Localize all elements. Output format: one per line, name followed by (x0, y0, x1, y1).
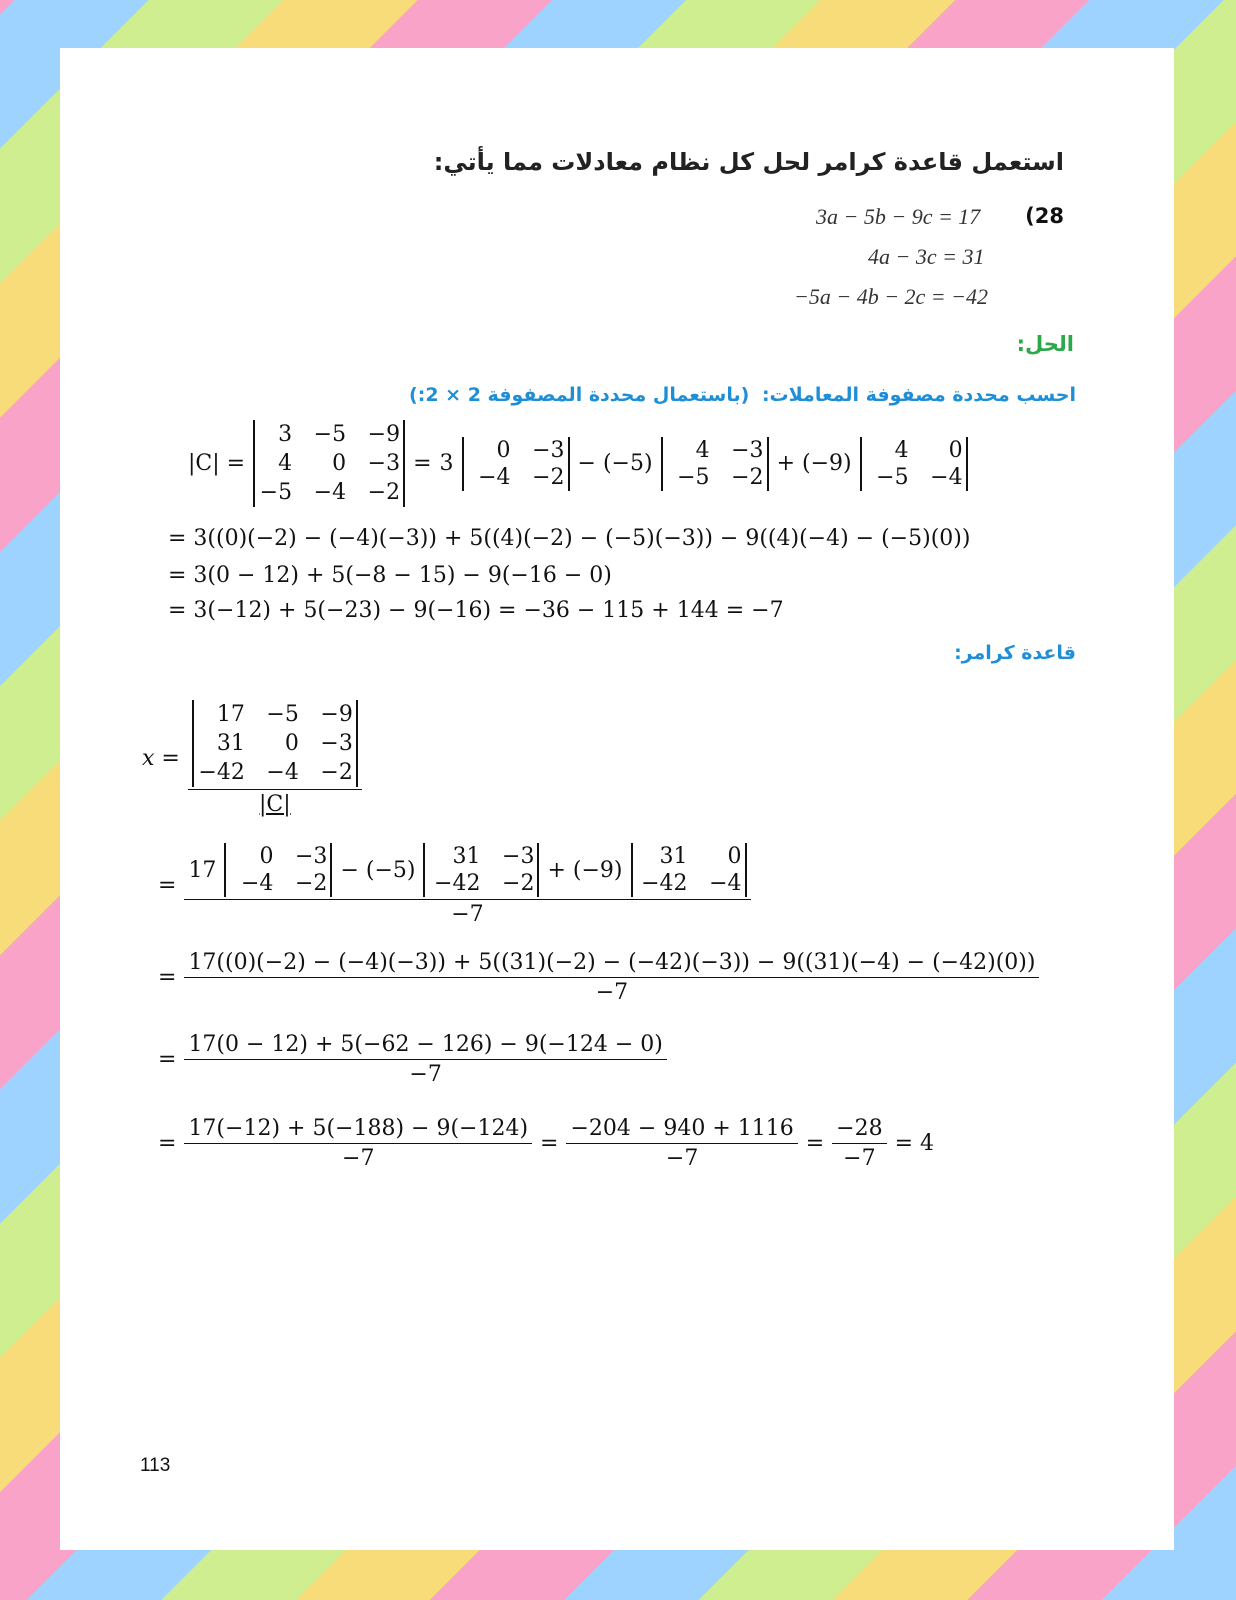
det-expansion: = 3((0)(−2) − (−4)(−3)) + 5((4)(−2) − (−5)(−3)) − 9((4)(−4) − (−5)(0)) (168, 526, 971, 551)
page-number: 113 (140, 1455, 171, 1476)
op-2: − (−5) (577, 451, 653, 476)
worksheet-page (60, 48, 1174, 1550)
matrix-entry: −5 (677, 464, 710, 490)
x-step2-fraction (184, 950, 1039, 1005)
x-matrix (192, 700, 358, 787)
coef-1: 3 (439, 451, 454, 476)
matrix-entry: −2 (367, 480, 401, 505)
problem-number: (28 (1025, 204, 1064, 228)
s2-numerator: 17((0)(−2) − (−4)(−3)) + 5((31)(−2) − (−42)(−3)) − 9((31)(−4) − (−42)(0)) (188, 950, 1036, 975)
matrix-entry: 0 (948, 437, 963, 463)
s3-denominator: −7 (184, 1059, 666, 1087)
matrix-entry: −9 (320, 702, 353, 727)
matrix-entry: −4 (930, 464, 963, 490)
s1-op3: + (−9) (547, 857, 623, 883)
matrix-entry: 0 (259, 844, 274, 869)
matrix-entry: −3 (731, 437, 764, 463)
matrix-entry: −42 (434, 871, 481, 896)
step1-note: (باستعمال محددة المصفوفة 2 × 2:) (409, 384, 750, 406)
s4-fraction-1: $\frac{17(-12) + 5(-188) - 9(-124)}{-7}$ (184, 1116, 532, 1171)
matrix-entry: 0 (496, 437, 511, 463)
det-eq-sign: = (413, 451, 432, 476)
s1-denominator: −7 (184, 899, 750, 927)
matrix-entry: −5 (259, 480, 293, 505)
x-step-2: = 17((0)(−2) − (−4)(−3)) + 5((31)(−2) − (−42)(−3)) − 9((31)(−4) − (−42)(0)) −7 (158, 950, 1039, 1005)
matrix-entry: −42 (641, 871, 688, 896)
s1-op2: − (−5) (340, 857, 416, 883)
matrix-entry: −5 (313, 422, 347, 447)
matrix-entry: 4 (278, 451, 293, 476)
s2-denominator: −7 (184, 977, 1039, 1005)
x-step-1: = 17 0 −3 −4 −2 − (−5) 31 −3 −42 −2 + (−9) 31 0 −42 −4 −7 (158, 843, 751, 927)
coefficient-matrix (253, 420, 405, 507)
s4-fraction-2: $\frac{-204 - 940 + 1116}{-7}$ (566, 1116, 797, 1171)
s4-fraction-3: $\frac{-28}{-7}$ (832, 1116, 886, 1171)
matrix-entry: −3 (367, 451, 401, 476)
matrix-entry: −2 (295, 871, 328, 896)
s1-minor-1 (224, 843, 332, 897)
matrix-entry: −3 (295, 844, 328, 869)
s3-numerator: 17(0 − 12) + 5(−62 − 126) − 9(−124 − 0) (188, 1032, 663, 1057)
matrix-entry: 3 (278, 422, 293, 447)
matrix-entry: −4 (709, 871, 742, 896)
x-formula (142, 700, 362, 817)
matrix-entry: 31 (659, 844, 688, 869)
matrix-entry: −4 (241, 871, 274, 896)
instruction-text: استعمل قاعدة كرامر لحل كل نظام معادلات مما يأتي: (433, 148, 1064, 176)
matrix-entry: −42 (198, 760, 245, 785)
matrix-entry: −3 (320, 731, 353, 756)
matrix-entry: 17 (216, 702, 245, 727)
equation-2: 4a − 3c = 31 (868, 244, 985, 269)
step1-label: احسب محددة مصفوفة المعاملات: (761, 384, 1076, 406)
equation-1: 3a − 5b − 9c = 17 (816, 204, 981, 229)
matrix-entry: −9 (367, 422, 401, 447)
matrix-entry: 31 (216, 731, 245, 756)
x-lhs: x = (142, 746, 180, 771)
matrix-entry: −2 (320, 760, 353, 785)
det-c-line (188, 420, 968, 507)
cramer-label: قاعدة كرامر: (954, 642, 1076, 664)
matrix-entry: −4 (478, 464, 511, 490)
matrix-entry: −3 (502, 844, 535, 869)
matrix-entry: 31 (452, 844, 481, 869)
x-result: = 4 (894, 1131, 935, 1156)
step1-heading (409, 384, 1076, 406)
x-denominator: |C| (188, 789, 362, 817)
solution-label: الحل: (1016, 332, 1074, 356)
det-result: = 3(−12) + 5(−23) − 9(−16) = −36 − 115 + 144 = −7 (168, 598, 784, 623)
det-simplify: = 3(0 − 12) + 5(−8 − 15) − 9(−16 − 0) (168, 563, 612, 588)
matrix-entry: 0 (284, 731, 299, 756)
minor-3 (860, 437, 968, 491)
s1-minor-3 (631, 843, 747, 897)
x-step1-fraction (184, 843, 750, 927)
x-step3-fraction (184, 1032, 666, 1087)
x-fraction (188, 700, 362, 817)
matrix-entry: 0 (727, 844, 742, 869)
matrix-entry: 4 (695, 437, 710, 463)
s1-minor-2 (423, 843, 539, 897)
det-c-lhs: |C| = (188, 451, 246, 476)
matrix-entry: −4 (313, 480, 347, 505)
minor-1 (462, 437, 570, 491)
matrix-entry: −2 (502, 871, 535, 896)
op-3: + (−9) (776, 451, 852, 476)
matrix-entry: −5 (266, 702, 299, 727)
matrix-entry: 4 (894, 437, 909, 463)
matrix-entry: −4 (266, 760, 299, 785)
matrix-entry: −5 (876, 464, 909, 490)
x-step-4: = $\frac{17(-12) + 5(-188) - 9(-124)}{-7}$ = $\frac{-204 - 940 + 1116}{-7}$ = $\frac{-28}{-7}$ = 4 (158, 1116, 935, 1171)
matrix-entry: −3 (532, 437, 565, 463)
x-step-3: = $\frac{17(0 - 12) + 5(-62 - 126) - 9(-124 - 0)}{-7}$ (158, 1032, 667, 1087)
matrix-entry: −2 (532, 464, 565, 490)
matrix-entry: −2 (731, 464, 764, 490)
minor-2 (661, 437, 769, 491)
matrix-entry: 0 (332, 451, 347, 476)
equation-3: −5a − 4b − 2c = −42 (794, 284, 988, 309)
s1-coef: 17 (188, 857, 217, 883)
